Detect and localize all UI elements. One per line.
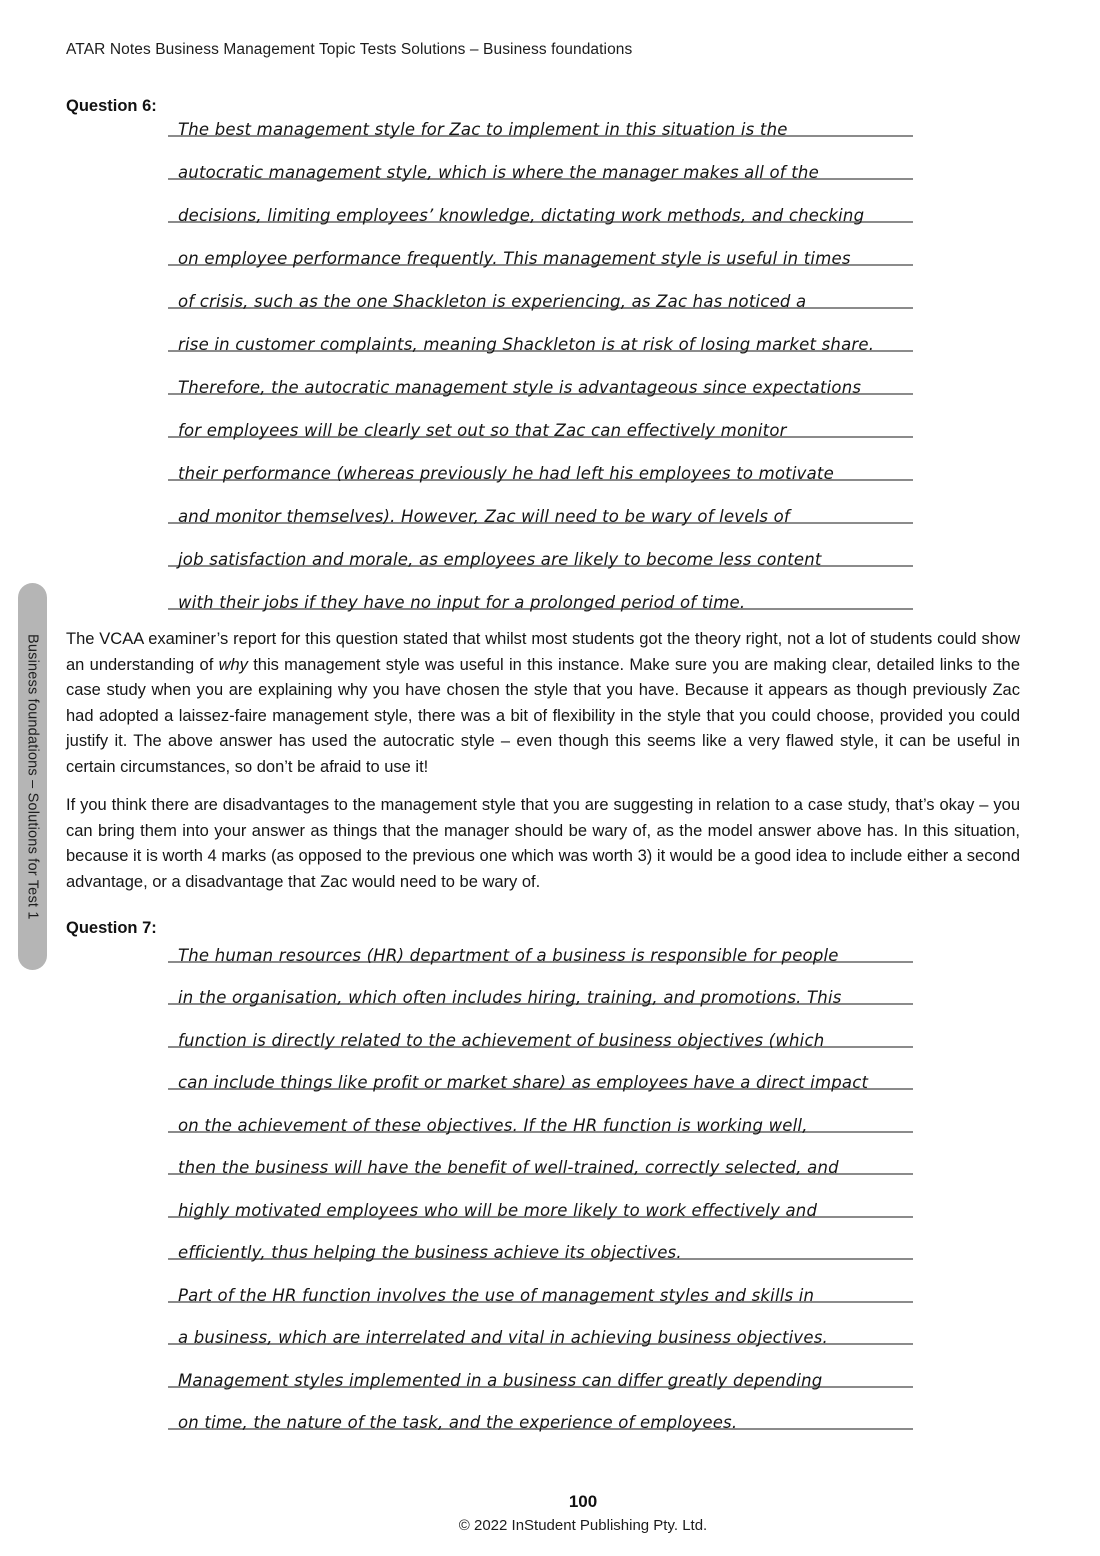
commentary-paragraph-2: If you think there are disadvantages to the management style that you are suggesting in relation to a case study, that’s okay – you can bring them into your answer as things that the manager should be wary of, as the model answer above has. In this situation, because it is worth 4 marks (as opposed to the previous one which was worth 3) it would be a good idea to include either a second advantage, or a disadvantage that Zac would need to be wary of.	[66, 796, 1020, 891]
handwritten-line	[168, 1345, 913, 1388]
handwritten-line	[168, 524, 913, 567]
handwritten-line	[168, 438, 913, 481]
handwritten-text: a business, which are interrelated and vital in achieving business objectives.	[178, 1328, 828, 1347]
handwritten-text: function is directly related to the achievement of business objectives (which	[178, 1030, 825, 1050]
handwritten-line	[168, 1090, 913, 1133]
handwritten-text: on employee performance frequently. This management style is useful in times	[178, 249, 851, 268]
handwritten-text: can include things like profit or market share) as employees have a direct impact	[178, 1073, 869, 1092]
question6-label: Question 6:	[66, 97, 157, 115]
handwritten-text: for employees will be clearly set out so that Zac can effectively monitor	[178, 421, 787, 440]
commentary-text: The VCAA examiner’s report for this question stated that whilst most students got the theory right, not a lot of students could show an understanding of	[66, 630, 1020, 674]
handwritten-text: then the business will have the benefit of well-trained, correctly selected, and	[178, 1158, 839, 1177]
handwritten-text: Management styles implemented in a business can differ greatly depending	[178, 1370, 823, 1390]
page-number: 100	[568, 1492, 598, 1511]
handwritten-line	[168, 1175, 913, 1218]
handwritten-text: rise in customer complaints, meaning Shackleton is at risk of losing market share.	[178, 335, 875, 354]
handwritten-line	[168, 481, 913, 524]
commentary-paragraph-1	[66, 627, 1020, 780]
handwritten-text: on time, the nature of the task, and the experience of employees.	[178, 1413, 738, 1432]
handwritten-text: on the achievement of these objectives. If the HR function is working well,	[178, 1115, 808, 1135]
handwritten-line	[168, 1133, 913, 1176]
handwritten-line	[168, 567, 913, 610]
sidebar-tab-business-foundations	[18, 583, 47, 970]
handwritten-text: decisions, limiting employees’ knowledge, dictating work methods, and checking	[178, 206, 865, 225]
sidebar-tab-label: Business foundations – Solutions for Test 1	[24, 633, 41, 920]
handwritten-text: autocratic management style, which is where the manager makes all of the	[178, 163, 819, 182]
handwritten-text: Therefore, the autocratic management style is advantageous since expectations	[178, 378, 862, 397]
question6-handwritten-answer	[168, 94, 913, 610]
handwritten-line	[168, 395, 913, 438]
handwritten-text: job satisfaction and morale, as employees are likely to become less content	[178, 550, 822, 569]
commentary-italic-word: why	[218, 655, 248, 674]
handwritten-line	[168, 309, 913, 352]
handwritten-text: The human resources (HR) department of a business is responsible for people	[178, 945, 839, 965]
handwritten-text: Part of the HR function involves the use of management styles and skills in	[178, 1285, 815, 1305]
handwritten-line	[168, 1260, 913, 1303]
copyright-notice: © 2022 InStudent Publishing Pty. Ltd.	[458, 1517, 708, 1534]
question7-handwritten-answer	[168, 920, 913, 1430]
handwritten-line	[168, 1303, 913, 1346]
handwritten-line	[168, 1048, 913, 1091]
handwritten-text: in the organisation, which often includes hiring, training, and promotions. This	[178, 988, 842, 1007]
question7-label: Question 7:	[66, 919, 157, 937]
handwritten-text: of crisis, such as the one Shackleton is experiencing, as Zac has noticed a	[178, 292, 807, 311]
handwritten-text: their performance (whereas previously he had left his employees to motivate	[178, 464, 834, 483]
page-footer	[66, 1492, 1100, 1534]
page-header: ATAR Notes Business Management Topic Tests Solutions – Business foundations	[66, 41, 633, 58]
handwritten-text: The best management style for Zac to implement in this situation is the	[178, 120, 788, 139]
handwritten-line	[168, 180, 913, 223]
handwritten-text: efficiently, thus helping the business achieve its objectives.	[178, 1243, 682, 1262]
handwritten-line	[168, 920, 913, 963]
handwritten-line	[168, 963, 913, 1006]
handwritten-line	[168, 1005, 913, 1048]
handwritten-line	[168, 94, 913, 137]
handwritten-line	[168, 266, 913, 309]
handwritten-line	[168, 1388, 913, 1431]
handwritten-line	[168, 137, 913, 180]
handwritten-line	[168, 1218, 913, 1261]
handwritten-line	[168, 223, 913, 266]
handwritten-text: with their jobs if they have no input for a prolonged period of time.	[178, 593, 746, 612]
commentary-text: this management style was useful in this instance. Make sure you are making clear, detailed links to the case study when you are explaining why you have chosen the style that you have. Because it appears as though previously Zac had adopted a laissez-faire management style, there was a bit of flexibility in the style that you could choose, provided you could justify it. The above answer has used the autocratic style – even though this seems like a very flawed style, it can be useful in certain circumstances, so don’t be afraid to use it!	[66, 655, 1021, 776]
handwritten-line	[168, 352, 913, 395]
examiner-commentary	[66, 627, 1020, 908]
handwritten-text: and monitor themselves). However, Zac will need to be wary of levels of	[178, 507, 790, 526]
handwritten-text: highly motivated employees who will be more likely to work effectively and	[178, 1200, 818, 1220]
